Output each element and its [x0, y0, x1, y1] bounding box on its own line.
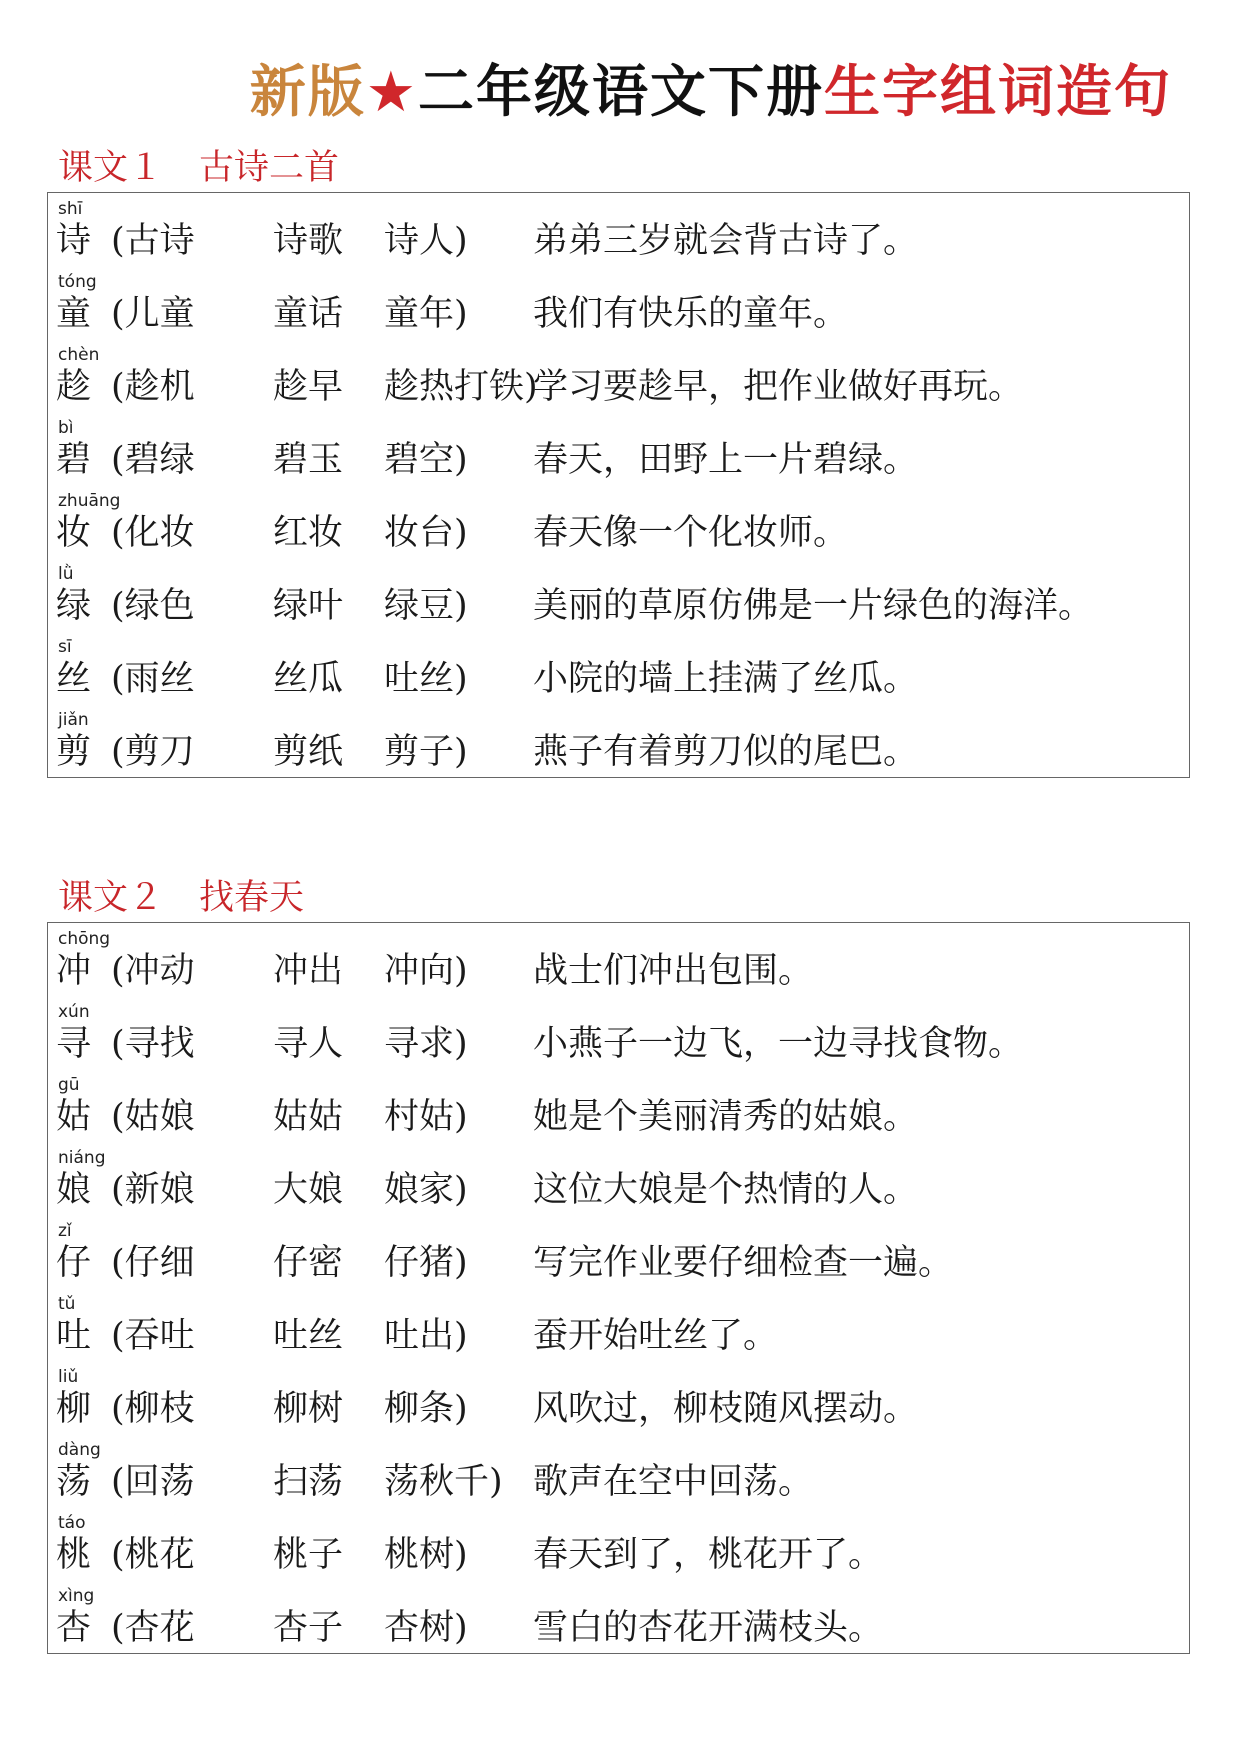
word-2: 寻人 — [273, 1024, 344, 1064]
pinyin-annotation: bì — [58, 418, 74, 438]
word-1: (回荡 — [111, 1462, 195, 1502]
lesson-2-word-list — [47, 922, 1190, 1654]
word-1: (姑娘 — [111, 1097, 195, 1137]
character: 荡 — [56, 1462, 92, 1502]
word-2: 扫荡 — [273, 1462, 344, 1502]
pinyin-annotation: dàng — [58, 1440, 101, 1460]
character: 桃 — [56, 1535, 92, 1575]
example-sentence: 她是个美丽清秀的姑娘。 — [533, 1097, 919, 1137]
word-row — [48, 631, 1189, 704]
pinyin-annotation: zǐ — [58, 1221, 72, 1241]
word-3: 娘家) — [384, 1170, 468, 1210]
word-3: 趁热打铁) — [384, 367, 538, 407]
lesson-heading — [58, 870, 304, 920]
word-row — [48, 339, 1189, 412]
word-row — [48, 1507, 1189, 1580]
word-2: 吐丝 — [273, 1316, 344, 1356]
character: 寻 — [56, 1024, 92, 1064]
word-1: (碧绿 — [111, 440, 195, 480]
character: 冲 — [56, 951, 92, 991]
word-3: 杏树) — [384, 1608, 468, 1648]
title-edition: 新版 — [249, 60, 366, 125]
word-1: (冲动 — [111, 951, 195, 991]
example-sentence: 弟弟三岁就会背古诗了。 — [533, 221, 919, 261]
word-2: 丝瓜 — [273, 659, 344, 699]
example-sentence: 我们有快乐的童年。 — [533, 294, 849, 334]
word-1: (寻找 — [111, 1024, 195, 1064]
word-2: 童话 — [273, 294, 344, 334]
page-title — [250, 48, 1172, 128]
lesson-1-word-list — [47, 192, 1190, 778]
word-2: 红妆 — [273, 513, 344, 553]
word-1: (吞吐 — [111, 1316, 195, 1356]
lesson-name: 找春天 — [199, 878, 305, 918]
example-sentence: 美丽的草原仿佛是一片绿色的海洋。 — [533, 586, 1094, 626]
example-sentence: 春天像一个化妆师。 — [533, 513, 849, 553]
word-3: 荡秋千) — [384, 1462, 503, 1502]
word-3: 寻求) — [384, 1024, 468, 1064]
pinyin-annotation: xìng — [58, 1586, 95, 1606]
lesson-name: 古诗二首 — [199, 148, 340, 188]
pinyin-annotation: sī — [58, 637, 72, 657]
example-sentence: 这位大娘是个热情的人。 — [533, 1170, 919, 1210]
word-row — [48, 1434, 1189, 1507]
word-1: (儿童 — [111, 294, 195, 334]
example-sentence: 战士们冲出包围。 — [533, 951, 814, 991]
example-sentence: 歌声在空中回荡。 — [533, 1462, 814, 1502]
word-1: (桃花 — [111, 1535, 195, 1575]
pinyin-annotation: chèn — [58, 345, 100, 365]
word-2: 姑姑 — [273, 1097, 344, 1137]
pinyin-annotation: zhuāng — [58, 491, 121, 511]
title-topic: 生字组词造句 — [824, 60, 1172, 125]
example-sentence: 小院的墙上挂满了丝瓜。 — [533, 659, 919, 699]
word-row — [48, 923, 1189, 996]
example-sentence: 春天，田野上一片碧绿。 — [533, 440, 919, 480]
example-sentence: 学习要趁早，把作业做好再玩。 — [533, 367, 1024, 407]
title-grade: 二年级语文下册 — [418, 60, 824, 125]
word-1: (仔细 — [111, 1243, 195, 1283]
word-3: 吐出) — [384, 1316, 468, 1356]
pinyin-annotation: táo — [58, 1513, 86, 1533]
character: 娘 — [56, 1170, 92, 1210]
word-1: (化妆 — [111, 513, 195, 553]
word-row — [48, 266, 1189, 339]
example-sentence: 写完作业要仔细检查一遍。 — [533, 1243, 954, 1283]
word-2: 剪纸 — [273, 732, 344, 772]
character: 碧 — [56, 440, 92, 480]
word-row — [48, 558, 1189, 631]
word-1: (新娘 — [111, 1170, 195, 1210]
word-3: 妆台) — [384, 513, 468, 553]
word-3: 诗人) — [384, 221, 468, 261]
word-2: 诗歌 — [273, 221, 344, 261]
pinyin-annotation: xún — [58, 1002, 90, 1022]
word-2: 仔密 — [273, 1243, 344, 1283]
character: 妆 — [56, 513, 92, 553]
word-2: 绿叶 — [273, 586, 344, 626]
word-2: 冲出 — [273, 951, 344, 991]
word-3: 童年) — [384, 294, 468, 334]
pinyin-annotation: tǔ — [58, 1294, 76, 1314]
word-row — [48, 1142, 1189, 1215]
example-sentence: 小燕子一边飞，一边寻找食物。 — [533, 1024, 1024, 1064]
lesson-heading — [58, 140, 339, 190]
word-2: 杏子 — [273, 1608, 344, 1648]
word-row — [48, 412, 1189, 485]
word-row — [48, 1361, 1189, 1434]
character: 仔 — [56, 1243, 92, 1283]
star-icon: ★ — [365, 60, 418, 125]
lesson-label: 课文２ — [58, 878, 164, 918]
character: 趁 — [56, 367, 92, 407]
word-1: (雨丝 — [111, 659, 195, 699]
word-row — [48, 704, 1189, 777]
word-row — [48, 996, 1189, 1069]
word-3: 村姑) — [384, 1097, 468, 1137]
word-row — [48, 1069, 1189, 1142]
word-2: 桃子 — [273, 1535, 344, 1575]
word-row — [48, 1288, 1189, 1361]
example-sentence: 春天到了，桃花开了。 — [533, 1535, 884, 1575]
word-1: (剪刀 — [111, 732, 195, 772]
word-3: 桃树) — [384, 1535, 468, 1575]
lesson-label: 课文１ — [58, 148, 164, 188]
word-2: 趁早 — [273, 367, 344, 407]
word-3: 绿豆) — [384, 586, 468, 626]
example-sentence: 蚕开始吐丝了。 — [533, 1316, 779, 1356]
word-3: 碧空) — [384, 440, 468, 480]
pinyin-annotation: liǔ — [58, 1367, 79, 1387]
word-row — [48, 1215, 1189, 1288]
character: 杏 — [56, 1608, 92, 1648]
pinyin-annotation: shī — [58, 199, 83, 219]
word-3: 剪子) — [384, 732, 468, 772]
word-row — [48, 485, 1189, 558]
character: 丝 — [56, 659, 92, 699]
pinyin-annotation: tóng — [58, 272, 97, 292]
word-1: (杏花 — [111, 1608, 195, 1648]
word-1: (古诗 — [111, 221, 195, 261]
word-2: 大娘 — [273, 1170, 344, 1210]
word-3: 吐丝) — [384, 659, 468, 699]
example-sentence: 雪白的杏花开满枝头。 — [533, 1608, 884, 1648]
example-sentence: 燕子有着剪刀似的尾巴。 — [533, 732, 919, 772]
pinyin-annotation: niáng — [58, 1148, 106, 1168]
word-3: 柳条) — [384, 1389, 468, 1429]
character: 诗 — [56, 221, 92, 261]
character: 姑 — [56, 1097, 92, 1137]
character: 绿 — [56, 586, 92, 626]
word-1: (绿色 — [111, 586, 195, 626]
word-2: 柳树 — [273, 1389, 344, 1429]
word-row — [48, 193, 1189, 266]
character: 柳 — [56, 1389, 92, 1429]
pinyin-annotation: lǜ — [58, 564, 74, 584]
character: 吐 — [56, 1316, 92, 1356]
word-3: 仔猪) — [384, 1243, 468, 1283]
pinyin-annotation: gū — [58, 1075, 80, 1095]
example-sentence: 风吹过，柳枝随风摆动。 — [533, 1389, 919, 1429]
word-1: (柳枝 — [111, 1389, 195, 1429]
pinyin-annotation: jiǎn — [58, 710, 89, 730]
pinyin-annotation: chōng — [58, 929, 111, 949]
character: 童 — [56, 294, 92, 334]
word-row — [48, 1580, 1189, 1653]
character: 剪 — [56, 732, 92, 772]
word-2: 碧玉 — [273, 440, 344, 480]
word-1: (趁机 — [111, 367, 195, 407]
word-3: 冲向) — [384, 951, 468, 991]
